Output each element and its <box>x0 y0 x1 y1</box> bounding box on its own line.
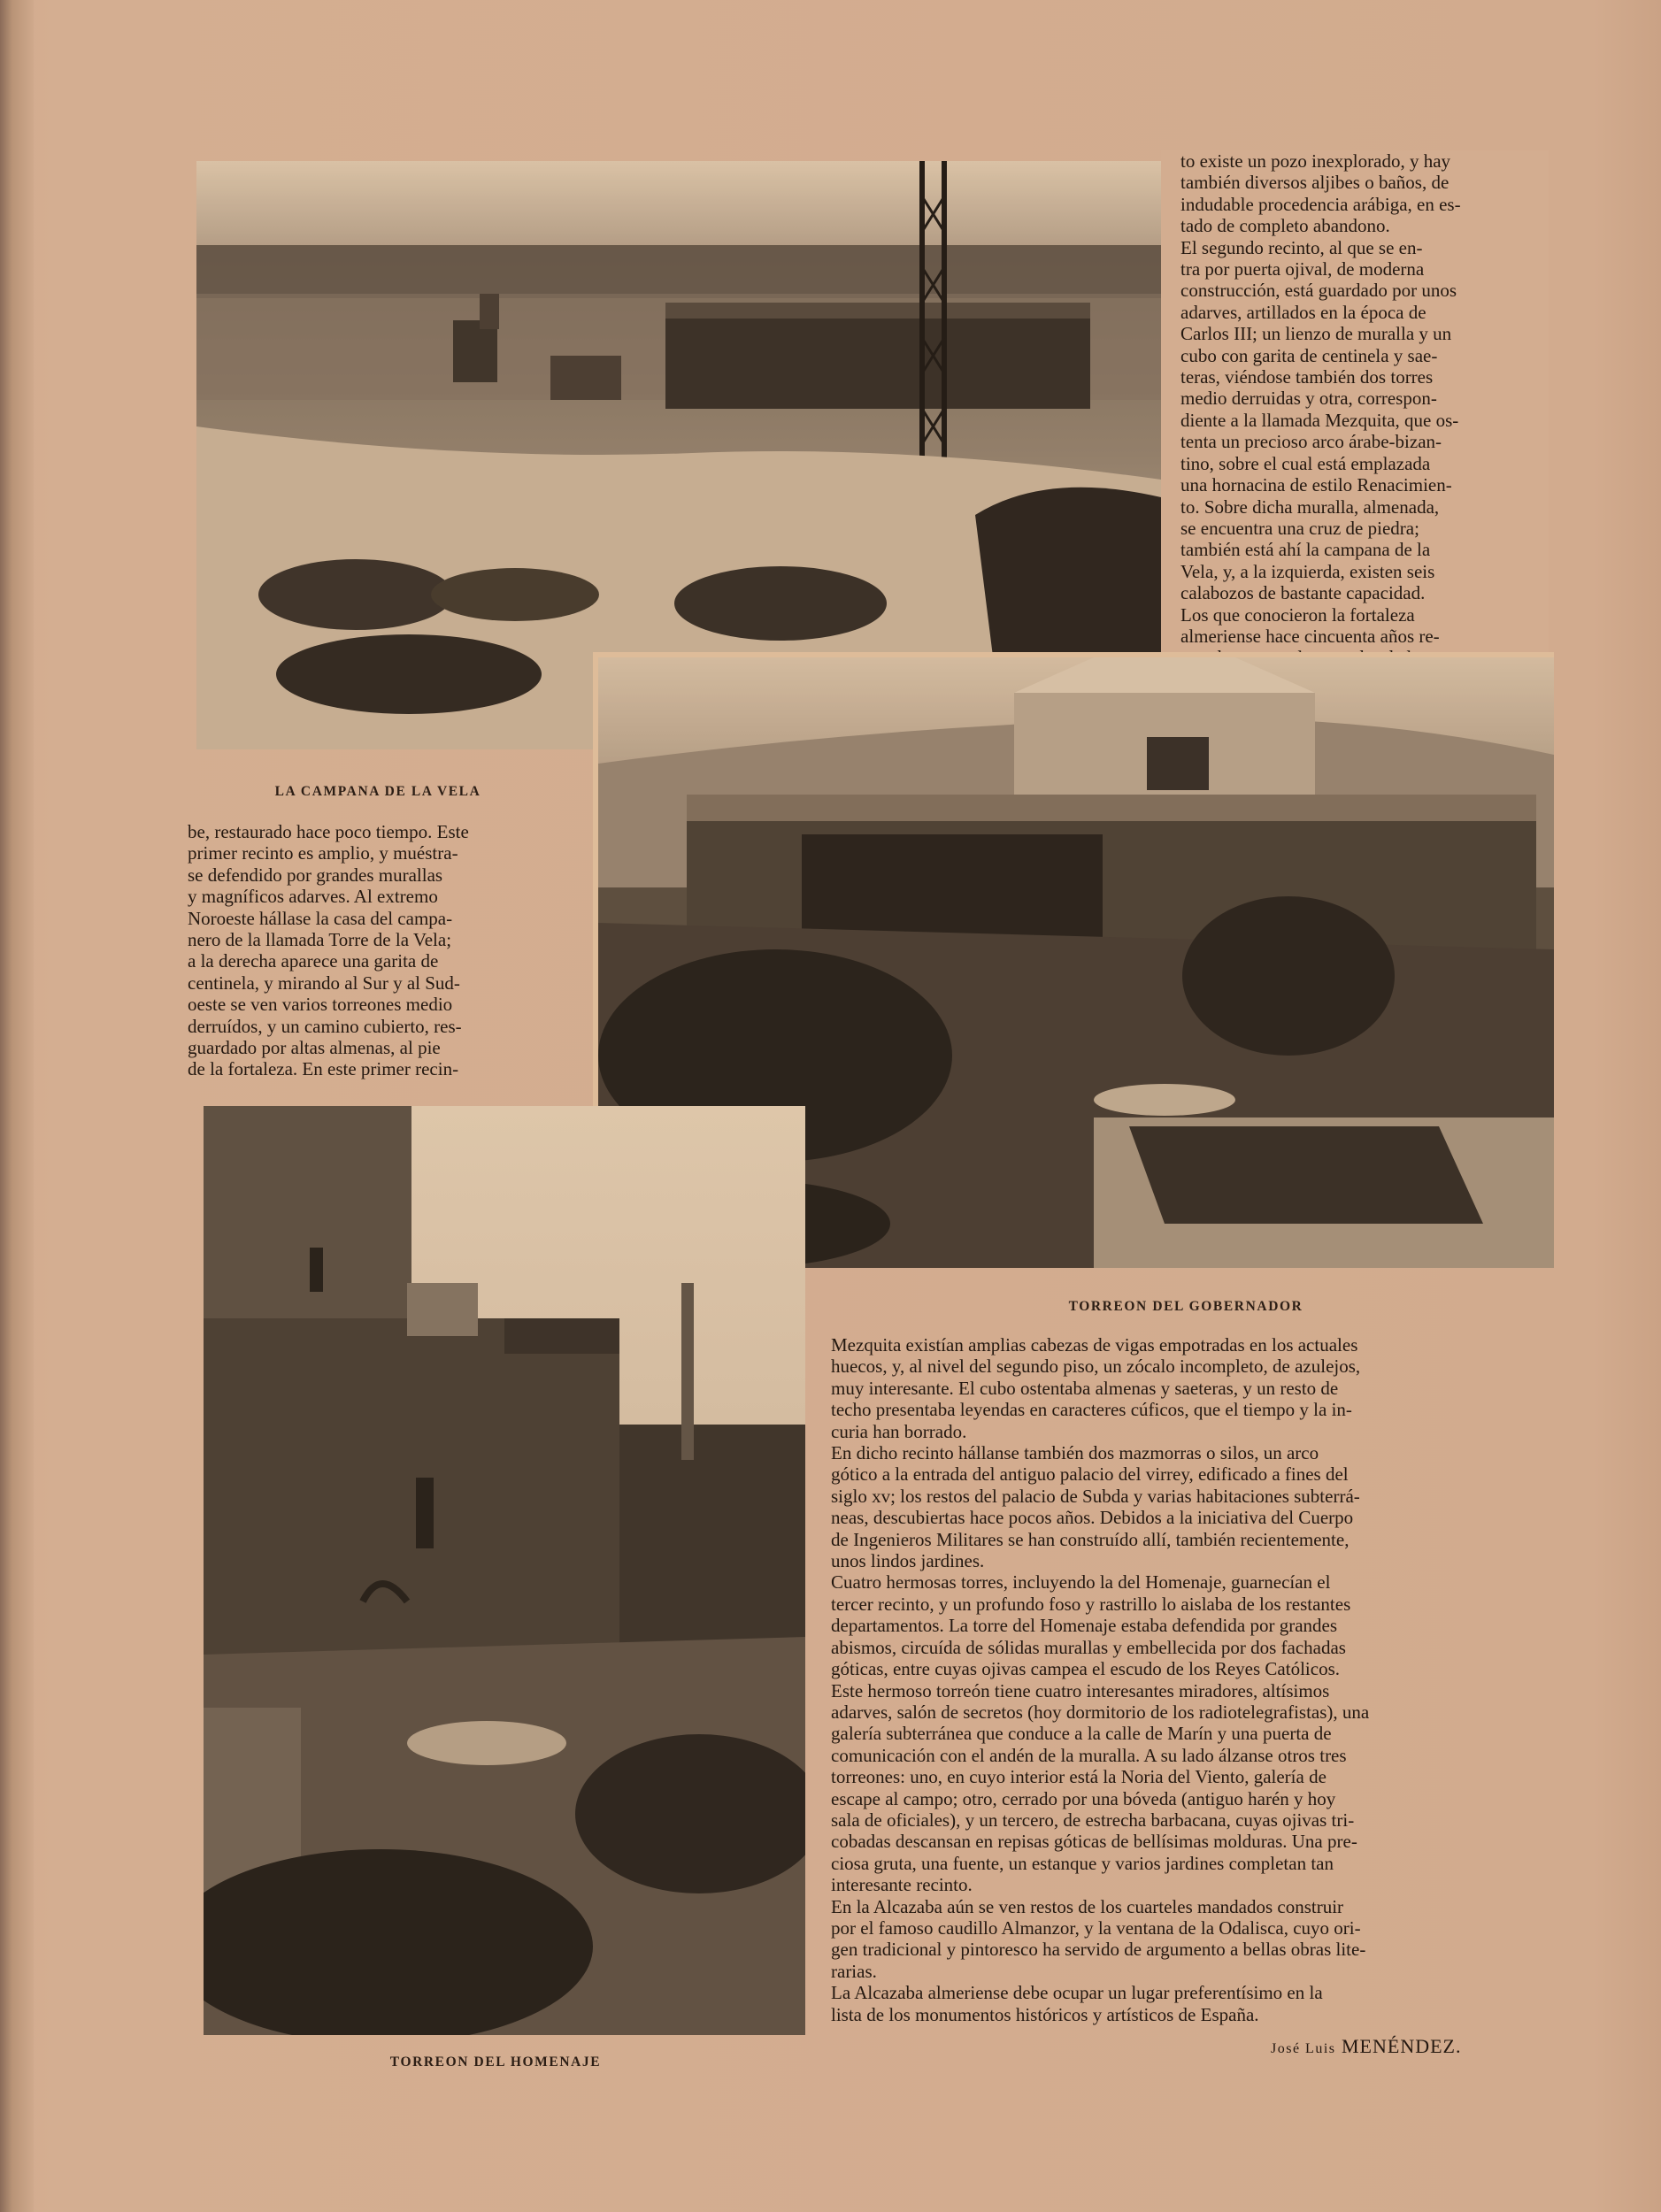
article-text-left-middle: be, restaurado hace poco tiempo. Este primer recinto es amplio, y muéstra- se defendido por grandes murallas y magníficos adarves. Al extremo Noroeste hállase la casa del campa- nero de la llamada Torre de la Vela; a la derecha aparece una garita de centinela, y mirando al Sur y al Sud- oeste se ven varios torreones medio derruídos, y un camino cubierto, res- guardado por altas almenas, al pie de la fortaleza. En este primer recin- <box>188 821 469 1080</box>
page-binding-edge <box>0 0 34 2212</box>
author-first-name: José Luis <box>1271 2041 1336 2056</box>
author-last-name: MENÉNDEZ. <box>1342 2035 1462 2057</box>
caption-torreon-del-homenaje: TORREON DEL HOMENAJE <box>389 2055 602 2070</box>
caption-campana-de-la-vela: LA CAMPANA DE LA VELA <box>274 784 481 799</box>
author-signature <box>1271 2035 1461 2058</box>
photo-torreon-del-homenaje <box>204 1106 805 2035</box>
article-text-top-right: to existe un pozo inexplorado, y hay también diversos aljibes o baños, de indudable procedencia arábiga, en es- tado de completo abandono. El segundo recinto, al que se en- tra por puerta ojival, de moderna construcción, está guardado por unos adarves, artillados en la época de Carlos III; un lienzo de muralla y un cubo con garita de centinela y sae- teras, viéndose también dos torres medio derruidas y otra, correspon- diente a la llamada Mezquita, que os- tenta un precioso arco árabe-bizan- tino, sobre el cual está emplazada una hornacina de estilo Renacimien- to. Sobre dicha muralla, almenada, se encuentra una cruz de piedra; también está ahí la campana de la Vela, y, a la izquierda, existen seis calabozos de bastante capacidad. Los que conocieron la fortaleza almeriense hace cincuenta años re- <box>1180 150 1461 647</box>
caption-torreon-del-gobernador: TORREON DEL GOBERNADOR <box>1068 1299 1303 1314</box>
article-text-bottom-right: Mezquita existían amplias cabezas de vigas empotradas en los actuales huecos, y, al nivel del segundo piso, un zócalo incompleto, de azulejos, muy interesante. El cubo ostentaba almenas y saeteras, y un resto de techo presentaba leyendas en caracteres cúficos, que el tiempo y la in- curia han borrado. En dicho recinto hállanse también dos mazmorras o silos, un arco gótico a la entrada del antiguo palacio del virrey, edificado a fines del siglo xv; los restos del palacio de Subda y varias habitaciones subterrá- neas, descubiertas hace pocos años. Debidos a la iniciativa del Cuerpo de Ingenieros Militares se han construído allí, también recientemente, unos lindos jardines. Cuatro hermosas torres, incluyendo la del Homenaje, guarnecían el tercer recinto, y un profundo foso y rastrillo lo aislaba de los restantes departamentos. La torre del Homenaje estaba defendida por grandes abismos, circuída de sólidas murallas y embellecida por dos fachadas góticas, entre cuyas ojivas campea el escudo de los Reyes Católicos. Este hermoso torreón tiene cuatro interesantes miradores, altísimos adarves, salón de secretos (hoy dormitorio de los radiotelegrafistas), una galería subterránea que conduce a la calle de Marín y una puerta de comunicación con el andén de la muralla. A su lado álzanse otros tres torreones: uno, en cuyo interior está la Noria del Viento, galería de escape al campo; otro, cerrado por una bóveda (antiguo harén y hoy sala de oficiales), y un tercero, de estrecha barbacana, cuyas ojivas tri- cobadas descansan en repisas góticas de bellísimas molduras. Una pre- ciosa gruta, una fuente, un estanque y varios jardines completan tan interesante recinto. En la Alcazaba aún se ven restos de los cuarteles mandados construir por el famoso caudillo Almanzor, y la ventana de la Odalisca, cuyo ori- gen tradicional y pintoresco ha servido de argumento a bellas obras lite- rarias. La Alcazaba almeriense debe ocupar un lugar preferentísimo en la lista de los monumentos históricos y artísticos de España. <box>831 1334 1370 2025</box>
